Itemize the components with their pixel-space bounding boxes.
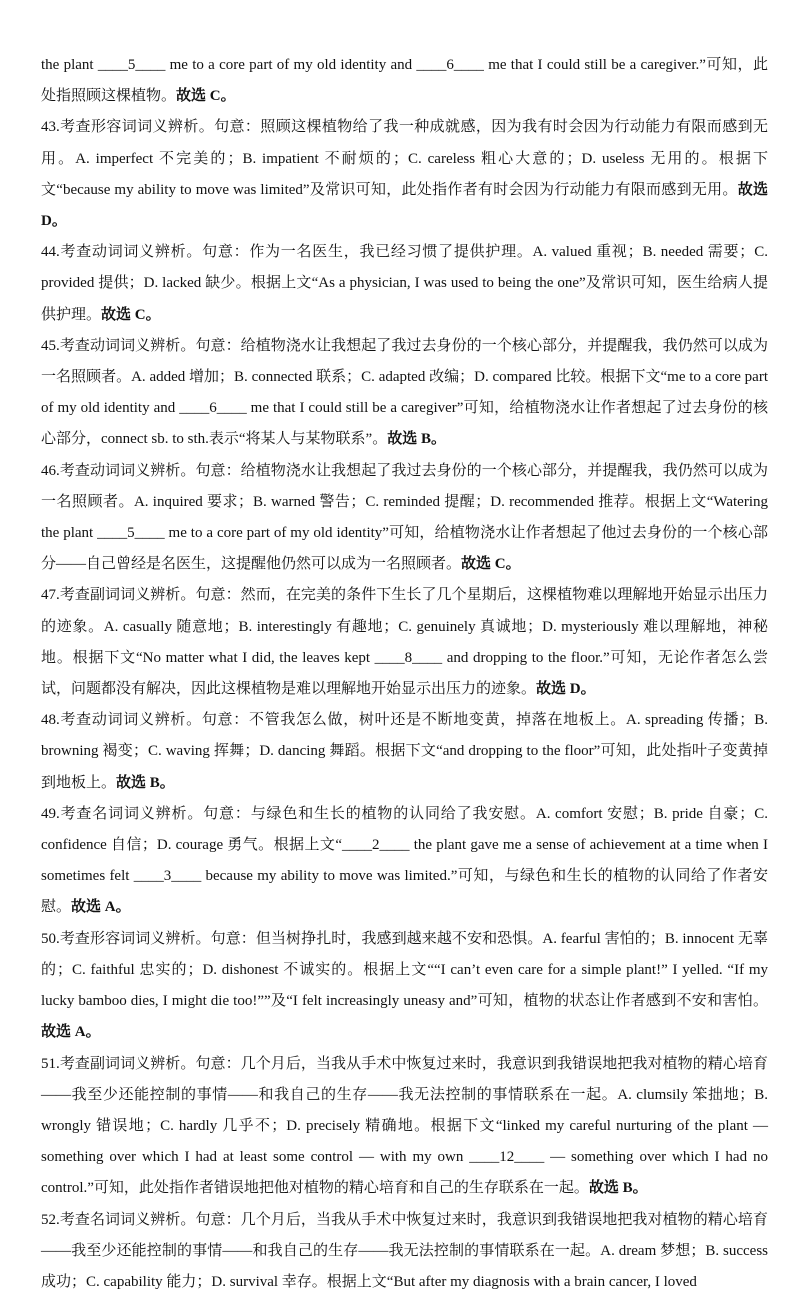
paragraph-48 bbox=[41, 705, 768, 799]
paragraph-text: 50.考查形容词词义辨析。句意：但当树挣扎时，我感到越来越不安和恐惧。A. fearful 害怕的；B. innocent 无辜的；C. faithful 忠实的；D. dishonest 不诚实的。根据上文““I can’t even care for a simple plant!” I yelled. “If my lucky bamboo dies, I might die too!””及“I felt increasingly uneasy and”可知，植物的状态让作者感到不安和害怕。 bbox=[41, 930, 768, 1010]
paragraph-text: 46.考查动词词义辨析。句意：给植物浇水让我想起了我过去身份的一个核心部分，并提醒我，我仍然可以成为一名照顾者。A. inquired 要求；B. warned 警告；C. reminded 提醒；D. recommended 推荐。根据上文“Watering the plant ____5____ me to a core part of my old identity”可知，给植物浇水让作者想起了他过去身份的一个核心部分——自己曾经是名医生，这提醒他仍然可以成为一名照顾者。 bbox=[41, 462, 768, 573]
paragraph-text: 44.考查动词词义辨析。句意：作为一名医生，我已经习惯了提供护理。A. valued 重视；B. needed 需要；C. provided 提供；D. lacked 缺少。根据上文“As a physician, I was used to being the one”及常识可知，医生给病人提供护理。 bbox=[41, 244, 768, 323]
paragraph-50 bbox=[41, 924, 768, 1049]
answer-label: 故选 A。 bbox=[71, 899, 131, 916]
paragraph-44 bbox=[41, 237, 768, 331]
answer-label: 故选 A。 bbox=[41, 1024, 101, 1041]
answer-label: 故选 B。 bbox=[588, 1180, 648, 1197]
paragraph-51 bbox=[41, 1049, 768, 1205]
paragraph-text: 49.考查名词词义辨析。句意：与绿色和生长的植物的认同给了我安慰。A. comfort 安慰；B. pride 自豪；C. confidence 自信；D. courage 勇气。根据上文“____2____ the plant gave me a sense of achievement at a time when I sometimes felt ____3____ because my ability to move was limited.”可知，与绿色和生长的植物的认同给了作者安慰。 bbox=[41, 805, 768, 916]
paragraph-43 bbox=[41, 112, 768, 237]
paragraph-52 bbox=[41, 1205, 768, 1298]
paragraph-text: 43.考查形容词词义辨析。句意：照顾这棵植物给了我一种成就感，因为我有时会因为行动能力有限而感到无用。A. imperfect 不完美的；B. impatient 不耐烦的；C. careless 粗心大意的；D. useless 无用的。根据下文“because my ability to move was limited”及常识可知，此处指作者有时会因为行动能力有限而感到无用。 bbox=[41, 119, 768, 198]
paragraph-text: 48.考查动词词义辨析。句意：不管我怎么做，树叶还是不断地变黄，掉落在地板上。A. spreading 传播；B. browning 褐变；C. waving 挥舞；D. dancing 舞蹈。根据下文“and dropping to the floor”可知，此处指叶子变黄掉到地板上。 bbox=[41, 712, 768, 791]
paragraph-46 bbox=[41, 456, 768, 581]
paragraph-continued-42 bbox=[41, 50, 768, 112]
paragraph-text: 51.考查副词词义辨析。句意：几个月后，当我从手术中恢复过来时，我意识到我错误地把我对植物的精心培育——我至少还能控制的事情——和我自己的生存——我无法控制的事情联系在一起。A. clumsily 笨拙地；B. wrongly 错误地；C. hardly 几乎不；D. precisely 精确地。根据下文“linked my careful nurturing of the plant — something over which I had at least some control — with my own ____12____ — something over which I had no control.”可知，此处指作者错误地把他对植物的精心培育和自己的生存联系在一起。 bbox=[41, 1055, 768, 1197]
paragraph-text: 52.考查名词词义辨析。句意：几个月后，当我从手术中恢复过来时，我意识到我错误地把我对植物的精心培育——我至少还能控制的事情——和我自己的生存——我无法控制的事情联系在一起。A. dream 梦想；B. success 成功；C. capability 能力；D. survival 幸存。根据上文“But after my diagnosis with a brain cancer, I loved bbox=[41, 1211, 768, 1290]
paragraph-text: 45.考查动词词义辨析。句意：给植物浇水让我想起了我过去身份的一个核心部分，并提醒我，我仍然可以成为一名照顾者。A. added 增加；B. connected 联系；C. adapted 改编；D. compared 比较。根据下文“me to a core part of my old identity and ____6____ me that I could still be a caregiver”可知，给植物浇水让作者想起了过去身份的核心部分，connect sb. to sth.表示“将某人与某物联系”。 bbox=[41, 337, 768, 448]
paragraph-45 bbox=[41, 331, 768, 456]
paragraph-text: 47.考查副词词义辨析。句意：然而，在完美的条件下生长了几个星期后，这棵植物难以理解地开始显示出压力的迹象。A. casually 随意地；B. interestingly 有趣地；C. genuinely 真诚地；D. mysteriously 难以理解地，神秘地。根据下文“No matter what I did, the leaves kept ____8____ and dropping to the floor.”可知，无论作者怎么尝试，问题都没有解决，因此这棵植物是难以理解地开始显示出压力的迹象。 bbox=[41, 587, 768, 698]
paragraph-49 bbox=[41, 799, 768, 924]
answer-label: 故选 C。 bbox=[176, 88, 236, 105]
paragraph-47 bbox=[41, 580, 768, 705]
answer-label: 故选 B。 bbox=[387, 431, 446, 448]
paragraph-text: the plant ____5____ me to a core part of my old identity and ____6____ me that I could still be a caregiver.”可知，此处指照顾这棵植物。 bbox=[41, 57, 768, 105]
answer-label: 故选 B。 bbox=[116, 774, 175, 791]
answer-label: 故选 C。 bbox=[461, 556, 521, 573]
answer-label: 故选 C。 bbox=[101, 306, 161, 323]
answer-label: 故选 D。 bbox=[536, 681, 596, 698]
answer-label: 故选 D。 bbox=[41, 181, 768, 230]
